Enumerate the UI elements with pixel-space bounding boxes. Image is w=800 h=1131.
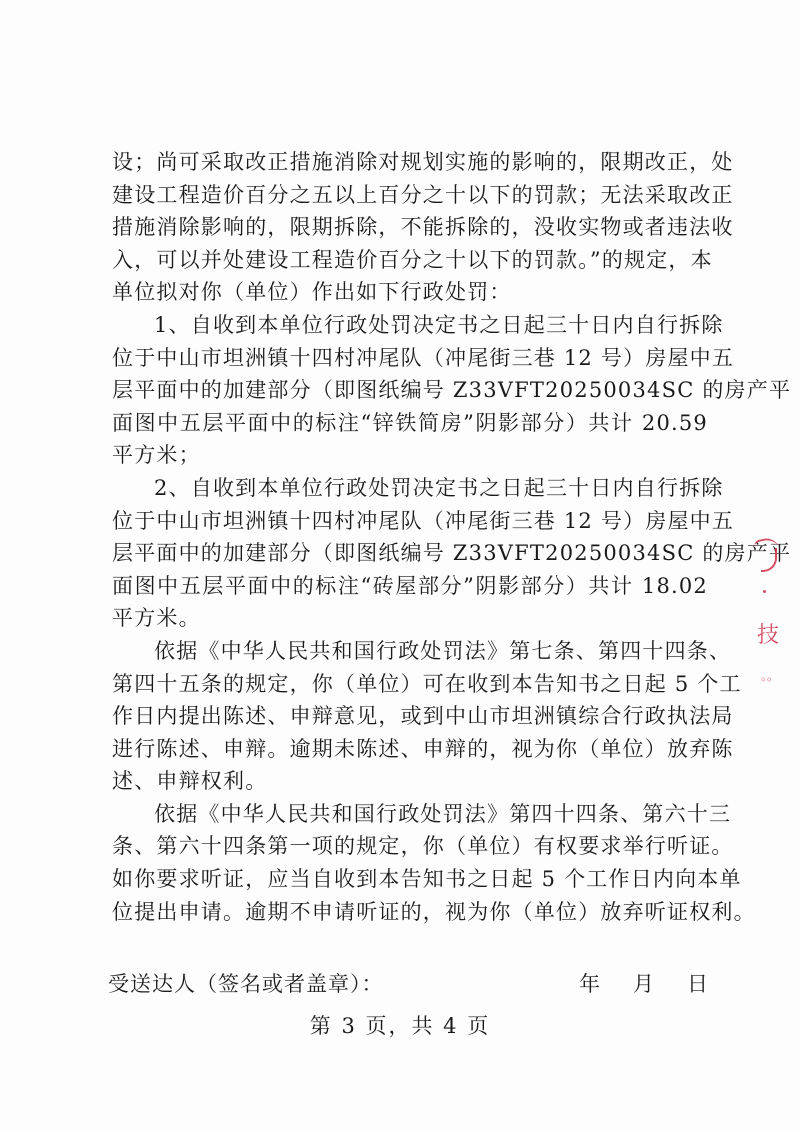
text-line: 措施消除影响的，限期拆除，不能拆除的，没收实物或者违法收 (112, 215, 734, 240)
penalty-item-1-line: 面图中五层平面中的标注“锌铁简房”阴影部分）共计 20.59 (112, 410, 708, 435)
recipient-signature-label: 受送达人（签名或者盖章）： (108, 972, 384, 996)
penalty-item-1-line: 位于中山市坦洲镇十四村冲尾队（冲尾街三巷 12 号）房屋中五 (112, 345, 735, 370)
partial-seal-stamp (755, 530, 795, 700)
defense-rights-line: 第四十五条的规定，你（单位）可在收到本告知书之日起 5 个工 (112, 671, 742, 696)
penalty-item-1-line: 平方米； (112, 443, 201, 468)
signature-date (546, 968, 708, 1000)
hearing-rights-line: 位提出申请。逾期不申请听证的，视为你（单位）放弃听证权利。 (112, 899, 756, 924)
penalty-item-2-line: 平方米。 (112, 606, 201, 631)
defense-rights-line: 进行陈述、申辩。逾期未陈述、申辩的，视为你（单位）放弃陈 (112, 736, 734, 761)
defense-rights-line: 作日内提出陈述、申辩意见，或到中山市坦洲镇综合行政执法局 (112, 704, 734, 729)
signature-row (108, 968, 708, 1000)
hearing-rights-line: 依据《中华人民共和国行政处罚法》第四十四条、第六十三 (154, 801, 732, 826)
document-body (112, 146, 792, 928)
defense-rights-line: 述、申辩权利。 (112, 769, 268, 794)
seal-fragment: 。。 (761, 669, 780, 683)
defense-rights-line: 依据《中华人民共和国行政处罚法》第七条、第四十四条、 (154, 638, 732, 663)
date-day-label: 日 (687, 972, 708, 996)
penalty-item-2-line: 面图中五层平面中的标注“砖屋部分”阴影部分）共计 18.02 (112, 573, 708, 598)
penalty-item-1-line: 1、自收到本单位行政处罚决定书之日起三十日内自行拆除 (154, 312, 724, 337)
hearing-rights-line: 条、第六十四条第一项的规定，你（单位）有权要求举行听证。 (112, 834, 734, 859)
text-line: 设；尚可采取改正措施消除对规划实施的影响的，限期改正，处 (112, 150, 734, 174)
penalty-item-1-line: 层平面中的加建部分（即图纸编号 Z33VFT20250034SC 的房产平 (112, 378, 792, 403)
penalty-item-2-line: 层平面中的加建部分（即图纸编号 Z33VFT20250034SC 的房产平 (112, 541, 792, 566)
penalty-item-2-line: 2、自收到本单位行政处罚决定书之日起三十日内自行拆除 (154, 475, 724, 500)
page-number: 第 3 页，共 4 页 (309, 1014, 491, 1038)
date-month-label: 月 (633, 972, 654, 996)
text-line: 入，可以并处建设工程造价百分之十以下的罚款。”的规定，本 (112, 247, 713, 272)
text-line: 单位拟对你（单位）作出如下行政处罚： (112, 280, 512, 305)
seal-character: 技 (757, 623, 780, 648)
hearing-rights-line: 如你要求听证，应当自收到本告知书之日起 5 个工作日内向本单 (112, 867, 742, 892)
date-year-label: 年 (579, 972, 600, 996)
text-line: 建设工程造价百分之五以上百分之十以下的罚款；无法采取改正 (112, 182, 734, 207)
seal-dot (763, 590, 766, 593)
penalty-item-2-line: 位于中山市坦洲镇十四村冲尾队（冲尾街三巷 12 号）房屋中五 (112, 508, 735, 533)
